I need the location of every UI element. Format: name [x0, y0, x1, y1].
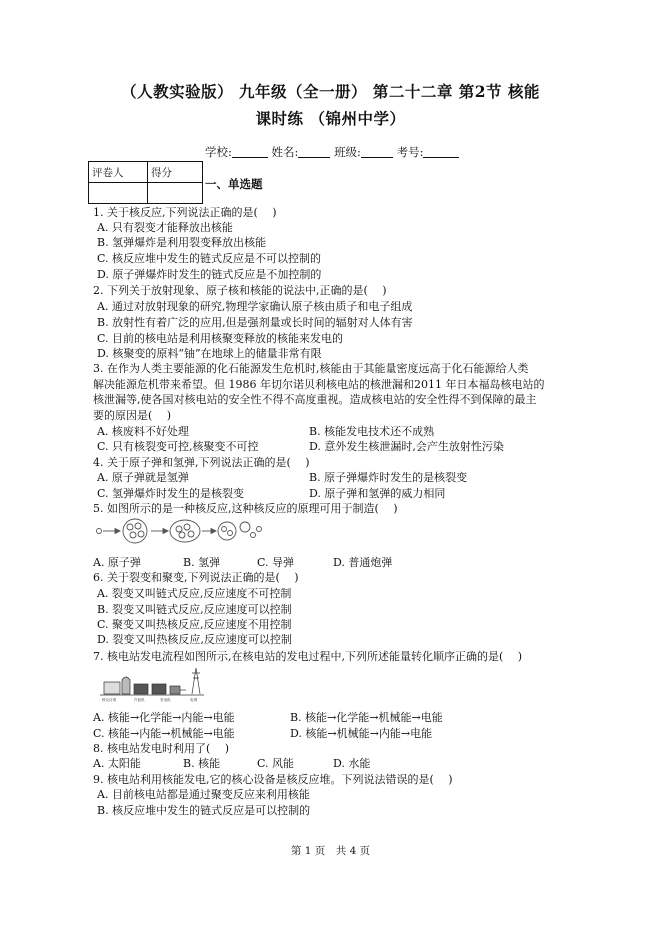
q1-option-b: B. 氢弹爆炸是利用裂变释放出核能 — [97, 236, 267, 249]
question-3-stem-line2: 解决能源危机带来希望。但 1986 年切尔诺贝利核电站的核泄漏和2011 年日本福岛核电站的 — [93, 378, 545, 391]
page-footer: 第 1 页 共 4 页 — [290, 845, 371, 857]
fig-label-generator: 发电机 — [160, 698, 171, 702]
fig-label-reactor: 核反应堆 — [102, 698, 117, 702]
q7-option-d: D. 核能→机械能→内能→电能 — [290, 727, 433, 740]
question-5-stem: 5. 如图所示的是一种核反应,这种核反应的原理可用于制造( ) — [93, 502, 398, 515]
q8-option-a: A. 太阳能 — [93, 757, 141, 770]
q1-option-d: D. 原子弹爆炸时发生的链式反应是不加控制的 — [97, 268, 322, 281]
question-3-stem-line4: 要的原因是( ) — [93, 409, 172, 422]
q2-option-d: D. 核聚变的原料“铀”在地球上的储量非常有限 — [97, 347, 322, 360]
question-7-stem: 7. 核电站发电流程如图所示,在核电站的发电过程中,下列所述能量转化顺序正确的是( ) — [93, 650, 523, 663]
fig-label-turbine: 汽轮机 — [134, 698, 145, 702]
q1-option-c: C. 核反应堆中发生的链式反应是不可以控制的 — [97, 252, 322, 265]
q6-option-b: B. 裂变又叫链式反应,反应速度可以控制 — [97, 603, 292, 616]
school-label: 学校: — [205, 145, 232, 159]
power-plant-flow-figure — [100, 664, 210, 704]
q3-option-b: B. 核能发电技术还不成熟 — [309, 425, 435, 438]
q6-option-d: D. 裂变又叫热核反应,反应速度可以控制 — [97, 633, 292, 646]
name-blank[interactable] — [298, 145, 330, 158]
grader-label: 评卷人 — [89, 162, 148, 183]
page-title-line1: （人教实验版） 九年级（全一册） 第二十二章 第2节 核能 — [121, 82, 540, 101]
q8-option-d: D. 水能 — [333, 757, 371, 770]
question-3-stem-line1: 3. 在作为人类主要能源的化石能源发生危机时,核能由于其能量密度远高于化石能源给人类 — [93, 362, 529, 375]
q4-option-a: A. 原子弹就是氢弹 — [97, 471, 189, 484]
q4-option-c: C. 氢弹爆炸时发生的是核裂变 — [97, 487, 245, 500]
q8-option-b: B. 核能 — [183, 757, 221, 770]
section-title: 一、单选题 — [205, 177, 263, 191]
school-blank[interactable] — [232, 145, 268, 158]
q2-option-a: A. 通过对放射现象的研究,物理学家确认原子核由质子和电子组成 — [97, 300, 413, 313]
grader-table — [88, 161, 203, 204]
class-blank[interactable] — [361, 145, 393, 158]
question-6-stem: 6. 关于裂变和聚变,下列说法正确的是( ) — [93, 571, 299, 584]
q6-option-a: A. 裂变又叫链式反应,反应速度不可控制 — [97, 587, 292, 600]
q3-option-c: C. 只有核裂变可控,核聚变不可控 — [97, 440, 259, 453]
grader-cell — [89, 183, 148, 204]
score-cell — [148, 183, 203, 204]
q7-option-c: C. 核能→内能→机械能→电能 — [93, 727, 235, 740]
name-label: 姓名: — [271, 145, 299, 159]
q7-option-a: A. 核能→化学能→内能→电能 — [93, 711, 235, 724]
exam-no-label: 考号: — [396, 145, 424, 159]
q8-option-c: C. 风能 — [257, 757, 295, 770]
question-9-stem: 9. 核电站利用核能发电,它的核心设备是核反应堆。下列说法错误的是( ) — [93, 773, 453, 786]
question-8-stem: 8. 核电站发电时利用了( ) — [93, 742, 230, 755]
q2-option-c: C. 目前的核电站是利用核聚变释放的核能来发电的 — [97, 332, 344, 345]
q5-option-c: C. 导弹 — [257, 556, 295, 569]
question-4-stem: 4. 关于原子弹和氢弹,下列说法正确的是( ) — [93, 456, 310, 469]
q5-option-a: A. 原子弹 — [93, 556, 141, 569]
q5-option-b: B. 氢弹 — [183, 556, 221, 569]
exam-no-blank[interactable] — [423, 145, 459, 158]
q3-option-a: A. 核废料不好处理 — [97, 425, 189, 438]
q1-option-a: A. 只有裂变才能释放出核能 — [97, 221, 233, 234]
question-3-stem-line3: 核泄漏等,使各国对核电站的安全性不得不高度重视。造成核电站的安全性得不到保障的最主 — [93, 393, 537, 406]
score-label: 得分 — [148, 162, 203, 183]
q4-option-d: D. 原子弹和氢弹的威力相同 — [309, 487, 446, 500]
q9-option-a: A. 目前核电站都是通过聚变反应来利用核能 — [97, 788, 310, 801]
class-label: 班级: — [334, 145, 361, 159]
question-2-stem: 2. 下列关于放射现象、原子核和核能的说法中,正确的是( ) — [93, 284, 387, 297]
nuclear-fission-figure — [93, 515, 263, 547]
q2-option-b: B. 放射性有着广泛的应用,但是强剂量或长时间的辐射对人体有害 — [97, 316, 413, 329]
q3-option-d: D. 意外发生核泄漏时,会产生放射性污染 — [309, 440, 504, 453]
page-title-line2: 课时练 （锦州中学） — [255, 109, 406, 128]
q7-option-b: B. 核能→化学能→机械能→电能 — [290, 711, 443, 724]
fig-label-grid: 电网 — [190, 698, 198, 702]
student-info-line — [205, 144, 459, 160]
question-1-stem: 1. 关于核反应,下列说法正确的是( ) — [93, 206, 277, 219]
q4-option-b: B. 原子弹爆炸时发生的是核裂变 — [309, 471, 468, 484]
q9-option-b: B. 核反应堆中发生的链式反应是可以控制的 — [97, 804, 311, 817]
q6-option-c: C. 聚变又叫热核反应,反应速度不用控制 — [97, 618, 292, 631]
q5-option-d: D. 普通炮弹 — [333, 556, 393, 569]
